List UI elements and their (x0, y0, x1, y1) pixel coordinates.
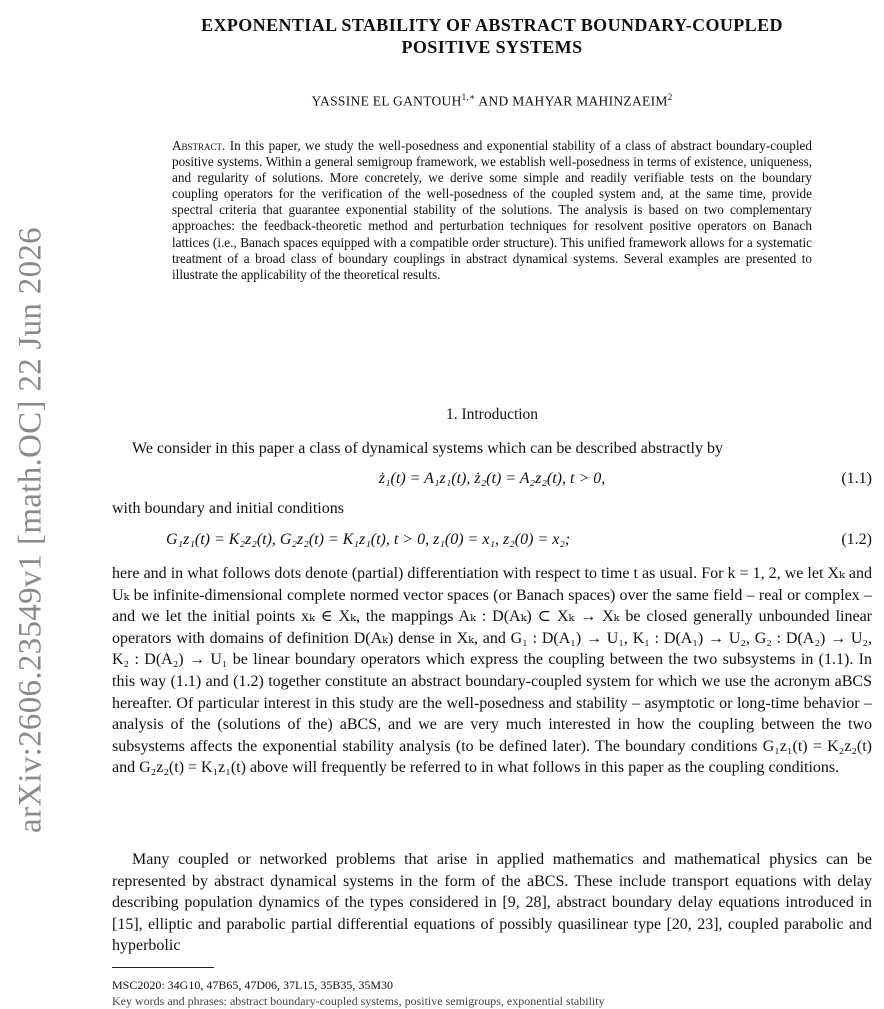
with-conditions-text: with boundary and initial conditions (112, 500, 344, 517)
paragraph-definitions: here and in what follows dots denote (partial) differentiation with respect to time t as usual. For k = 1, 2, we let Xₖ and Uₖ be infinite-dimensional complete normed vector spaces (or Banach spaces) over the same field – real or complex – and we let the initial points xₖ ∈ Xₖ, the mappings Aₖ : D(Aₖ) ⊂ Xₖ → Xₖ be closed generally unbounded linear operators with domains of definition D(Aₖ) dense in Xₖ, and G₁ : D(A₁) → U₁, K₁ : D(A₁) → U₂, G₂ : D(A₂) → U₂, K₂ : D(A₂) → U₁ be linear boundary operators which express the coupling between the two subsystems in (1.1). In this way (1.1) and (1.2) together constitute an abstract boundary-coupled system for which we use the acronym aBCS hereafter. Of particular interest in this study are the well-posedness and stability – asymptotic or long-time behavior – analysis of the (solutions of the) aBCS, and we are very much interested in how the coupling between the two subsystems affects the exponential stability analysis (to be defined later). The boundary conditions G₁z₁(t) = K₂z₂(t) and G₂z₂(t) = K₁z₁(t) above will frequently be referred to in what follows in this paper as the coupling conditions. (112, 565, 872, 777)
author-1-affil: 1,∗ (461, 92, 476, 102)
author-joiner: AND (475, 93, 513, 109)
author-2: MAHYAR MAHINZAEIM (512, 93, 668, 109)
intro-lead: We consider in this paper a class of dynamical systems which can be described abstractly by (132, 440, 723, 457)
author-2-affil: 2 (667, 92, 673, 102)
paragraph-applications: Many coupled or networked problems that arise in applied mathematics and mathematical physics can be represented by abstract dynamical systems in the form of the aBCS. These include transport equations with delay describing population dynamics of the types considered in [9, 28], abstract boundary delay equations introduced in [15], elliptic and parabolic partial differential equations of possibly quasilinear type [20, 23], coupled parabolic and hyperbolic (112, 851, 872, 955)
authors (112, 92, 872, 110)
abstract (172, 138, 812, 283)
arxiv-sidebar-stamp (8, 210, 54, 850)
abstract-text: In this paper, we study the well-posedness and exponential stability of a class of abstract boundary-coupled positive systems. Within a general semigroup framework, we establish well-posedness in terms of existence, uniqueness, and regularity of solutions. More concretely, we derive some simple and readily verifiable tests on the boundary coupling operators for the verification of the well-posedness of the coupled system and, at the same time, provide spectral criteria that guarantee exponential stability of the solutions. The analysis is based on two complementary approaches: the feedback-theoretic method and perturbation techniques for resolvent positive operators on Banach lattices (i.e., Banach spaces equipped with a compatible order structure). This unified framework allows for a systematic treatment of a broad class of boundary couplings in abstract dynamical systems. Several examples are presented to illustrate the applicability of the theoretical results. (172, 138, 812, 282)
footnote-rule (112, 967, 214, 968)
author-1: YASSINE EL GANTOUH (311, 93, 462, 109)
keywords: Key words and phrases: abstract boundary-coupled systems, positive semigroups, exponential stability (112, 994, 605, 1008)
section-heading-introduction: 1. Introduction (445, 406, 539, 423)
equation-1-1-number: (1.1) (841, 470, 872, 487)
equation-1-2-number: (1.2) (841, 531, 872, 548)
abstract-label: Abstract. (172, 138, 226, 153)
msc-classification: MSC2020: 34G10, 47B65, 47D06, 37L15, 35B35, 35M30 (112, 978, 394, 992)
equation-1-2-body: G₁z₁(t) = K₂z₂(t), G₂z₂(t) = K₁z₁(t), t > 0, z₁(0) = x₁, z₂(0) = x₂; (166, 531, 571, 548)
title-line-2: POSITIVE SYSTEMS (401, 37, 583, 57)
title-line-1: EXPONENTIAL STABILITY OF ABSTRACT BOUNDARY-COUPLED (201, 15, 783, 35)
paper-title (112, 14, 872, 58)
arxiv-id: arXiv:2606.23549v1 [math.OC] 22 Jun 2026 (12, 227, 49, 833)
equation-1-1-body: ż₁(t) = A₁z₁(t), ż₂(t) = A₂z₂(t), t > 0, (378, 470, 606, 487)
